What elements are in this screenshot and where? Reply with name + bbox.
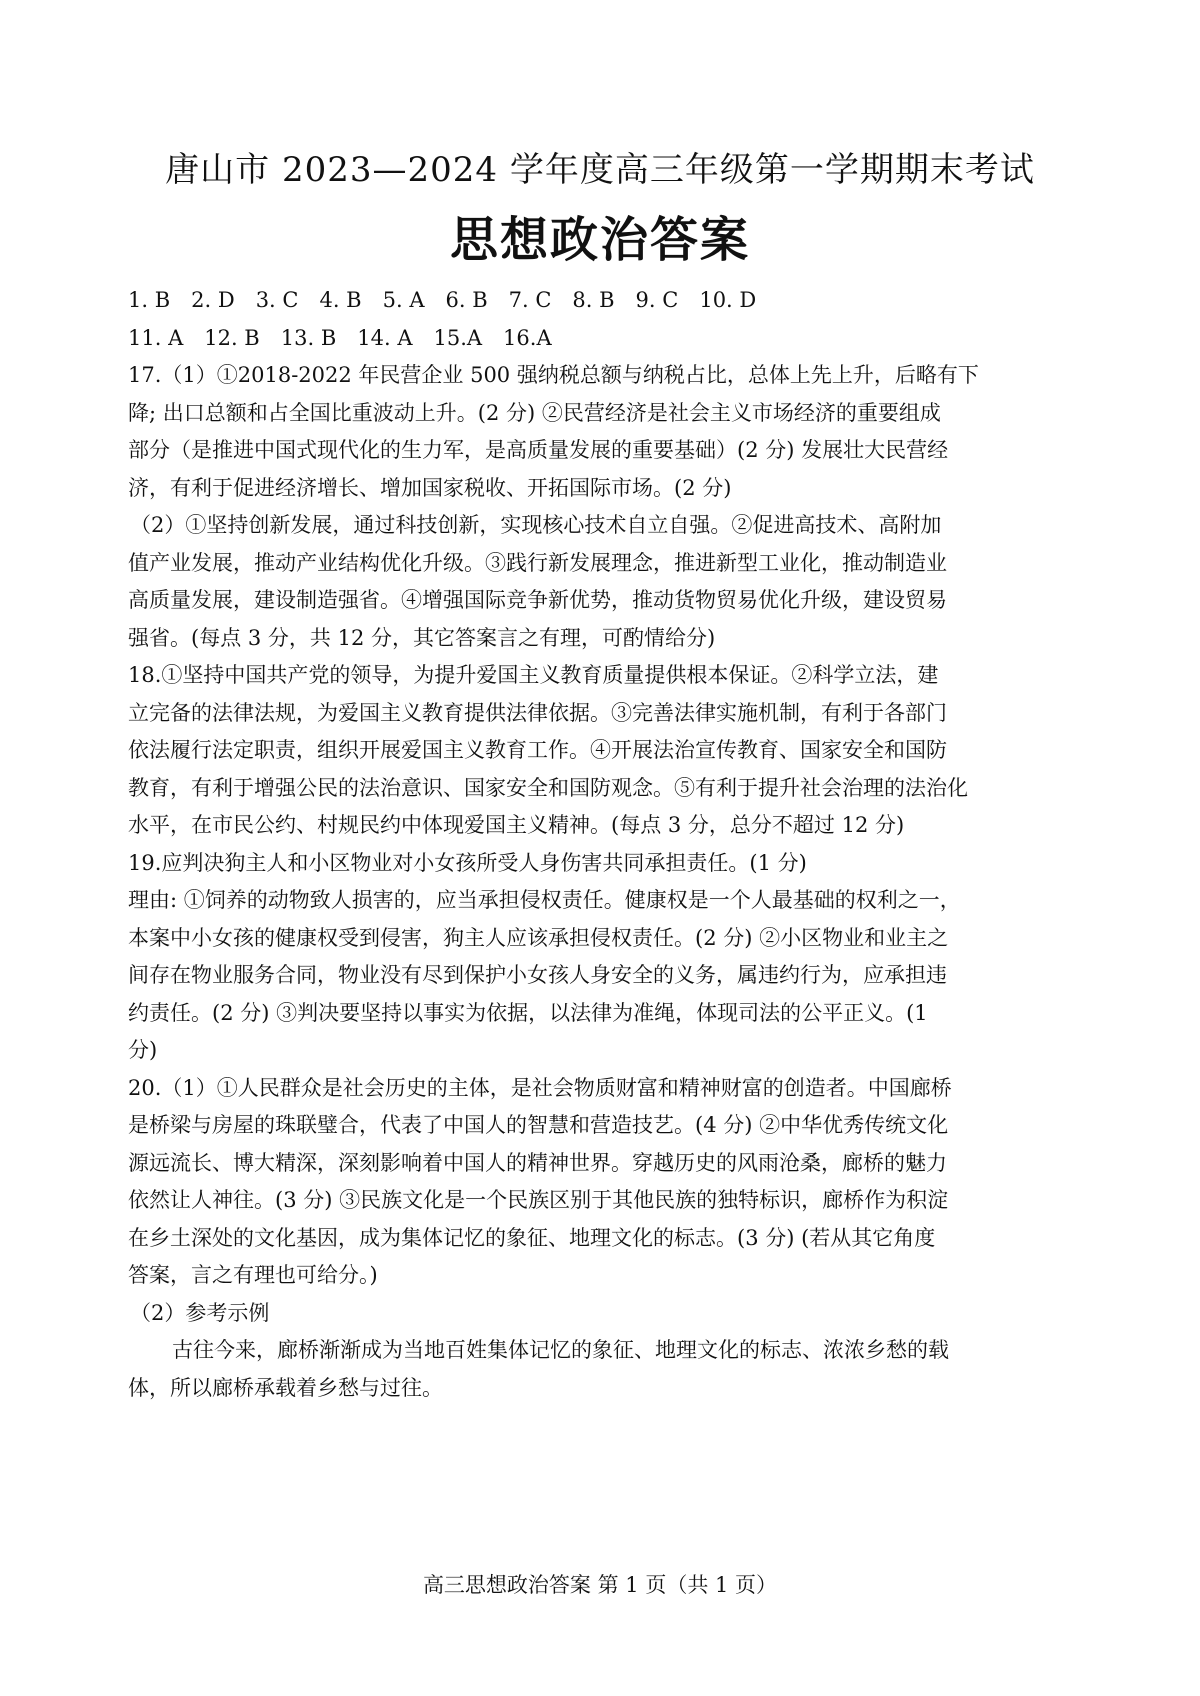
answer-line: 强省。(每点 3 分，共 12 分，其它答案言之有理，可酌情给分) — [128, 625, 716, 650]
answer-line: 17.（1）①2018-2022 年民营企业 500 强纳税总额与纳税占比，总体上先上升，后略有下 — [128, 363, 979, 387]
answer-line: 水平，在市民公约、村规民约中体现爱国主义精神。(每点 3 分，总分不超过 12 分) — [128, 813, 905, 837]
answer-line: 在乡土深处的文化基因，成为集体记忆的象征、地理文化的标志。(3 分) (若从其它角度 — [128, 1225, 936, 1250]
exam-title: 唐山市 2023—2024 学年度高三年级第一学期期末考试 — [165, 150, 1035, 190]
answer-line: 依然让人神往。(3 分) ③民族文化是一个民族区别于其他民族的独特标识，廊桥作为积淀 — [128, 1188, 949, 1212]
answer-body — [128, 282, 1072, 1407]
answer-line: 1. B 2. D 3. C 4. B 5. A 6. B 7. C 8. B 9. C 10. D — [128, 288, 757, 312]
answer-line: 分) — [128, 1038, 158, 1062]
answer-line: 高质量发展，建设制造强省。④增强国际竞争新优势，推动货物贸易优化升级，建设贸易 — [128, 588, 947, 612]
answer-line: 值产业发展，推动产业结构优化升级。③践行新发展理念，推进新型工业化，推动制造业 — [128, 550, 947, 575]
answer-line: 是桥梁与房屋的珠联璧合，代表了中国人的智慧和营造技艺。(4 分) ②中华优秀传统文化 — [128, 1113, 949, 1137]
answer-line: 理由: ①饲养的动物致人损害的，应当承担侵权责任。健康权是一个人最基础的权利之一， — [128, 888, 961, 912]
answer-line: 本案中小女孩的健康权受到侵害，狗主人应该承担侵权责任。(2 分) ②小区物业和业主之 — [128, 925, 949, 950]
answer-line: 古往今来，廊桥渐渐成为当地百姓集体记忆的象征、地理文化的标志、浓浓乡愁的载 — [172, 1338, 949, 1362]
answer-line: （2）①坚持创新发展，通过科技创新，实现核心技术自立自强。②促进高技术、高附加 — [130, 513, 942, 537]
answer-line: 济，有利于促进经济增长、增加国家税收、开拓国际市场。(2 分) — [128, 475, 732, 500]
answer-line: 降; 出口总额和占全国比重波动上升。(2 分) ②民营经济是社会主义市场经济的重要组成 — [128, 400, 941, 425]
page-footer: 高三思想政治答案 第 1 页（共 1 页） — [422, 1573, 778, 1597]
answer-line: 部分（是推进中国式现代化的生力军，是高质量发展的重要基础）(2 分) 发展壮大民营经 — [128, 438, 949, 462]
answer-line: 18.①坚持中国共产党的领导，为提升爱国主义教育质量提供根本保证。②科学立法，建 — [128, 663, 939, 687]
answer-line: 19.应判决狗主人和小区物业对小女孩所受人身伤害共同承担责任。(1 分) — [128, 850, 807, 875]
answer-line: 20.（1）①人民群众是社会历史的主体，是社会物质财富和精神财富的创造者。中国廊桥 — [128, 1075, 952, 1100]
answer-line: 11. A 12. B 13. B 14. A 15.A 16.A — [128, 325, 552, 350]
answer-line: （2）参考示例 — [130, 1300, 270, 1325]
answer-line: 约责任。(2 分) ③判决要坚持以事实为依据，以法律为准绳，体现司法的公平正义。(1 — [128, 1000, 928, 1025]
answer-line: 源远流长、博大精深，深刻影响着中国人的精神世界。穿越历史的风雨沧桑，廊桥的魅力 — [128, 1150, 947, 1175]
answer-line: 体，所以廊桥承载着乡愁与过往。 — [128, 1375, 443, 1400]
answer-line: 立完备的法律法规，为爱国主义教育提供法律依据。③完善法律实施机制，有利于各部门 — [128, 700, 947, 725]
answer-line: 间存在物业服务合同，物业没有尽到保护小女孩人身安全的义务，属违约行为，应承担违 — [128, 963, 947, 987]
answer-line: 答案，言之有理也可给分。) — [128, 1263, 378, 1287]
answer-subtitle: 思想政治答案 — [449, 212, 750, 268]
answer-line: 依法履行法定职责，组织开展爱国主义教育工作。④开展法治宣传教育、国家安全和国防 — [128, 738, 947, 762]
answer-line: 教育，有利于增强公民的法治意识、国家安全和国防观念。⑤有利于提升社会治理的法治化 — [128, 775, 968, 800]
